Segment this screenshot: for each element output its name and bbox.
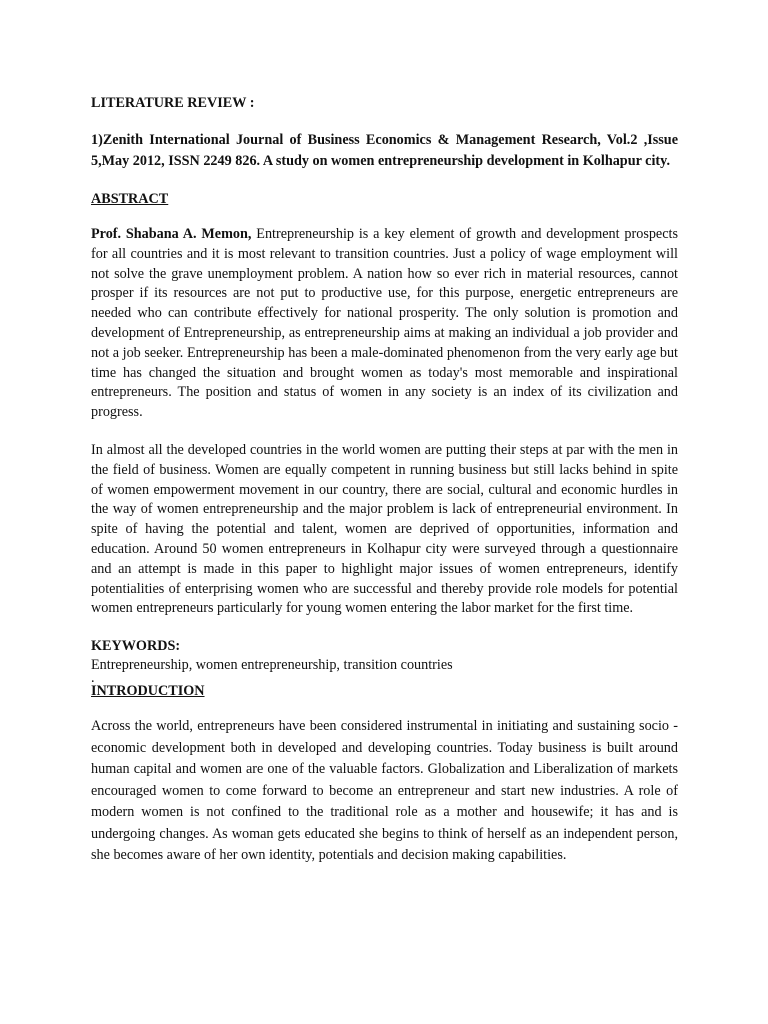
abstract-author: Prof. Shabana A. Memon, xyxy=(91,226,252,242)
abstract-heading: ABSTRACT xyxy=(91,191,169,207)
abstract-paragraph-1 xyxy=(91,225,678,423)
journal-citation: 1)Zenith International Journal of Business Economics & Management Research, Vol.2 ,Issue 5,May 2012, ISSN 2249 826. A study on women entrepreneurship development in Kolhapur city. xyxy=(91,132,678,169)
introduction-paragraph: Across the world, entrepreneurs have been considered instrumental in initiating and sustaining socio - economic development both in developed and developing countries. Today business is built around human capital and women are one of the valuable factors. Globalization and Liberalization of markets encouraged women to come forward to become an entrepreneur and start new industries. A role of modern women is not confined to the traditional role as a mother and housewife; it has and is undergoing changes. As woman gets educated she begins to think of herself as an independent person, she becomes aware of her own identity, potentials and decision making capabilities. xyxy=(91,718,678,864)
abstract-paragraph-1-text: Entrepreneurship is a key element of growth and development prospects for all countries and it is most relevant to transition countries. Just a policy of wage employment will not solve the grave unemployment problem. A nation how so ever rich in material resources, cannot prosper if its resources are not put to productive use, for this purpose, energetic entrepreneurs are needed who can contribute effectively for national prosperity. The only solution is promotion and development of Entrepreneurship, as entrepreneurship aims at making an individual a job provider and not a job seeker. Entrepreneurship has been a male-dominated phenomenon from the very early age but time has changed the situation and brought women as today's most memorable and inspirational entrepreneurs. The position and status of women in any society is an index of its civilization and progress. xyxy=(91,226,678,421)
keywords-heading: KEYWORDS: xyxy=(91,638,181,655)
document-body xyxy=(91,93,678,867)
literature-review-title: LITERATURE REVIEW : xyxy=(91,95,255,111)
introduction-heading: INTRODUCTION xyxy=(91,683,205,700)
keywords-text: Entrepreneurship, women entrepreneurship, transition countries xyxy=(91,657,453,674)
stray-dot: . xyxy=(91,670,95,687)
abstract-paragraph-2: In almost all the developed countries in the world women are putting their steps at par with the men in the field of business. Women are equally competent in running business but still lacks behind in spite of women empowerment movement in our country, there are social, cultural and economic hurdles in the way of women entrepreneurship and the major problem is lack of entrepreneurial environment. In spite of having the potential and talent, women are deprived of opportunities, information and education. Around 50 women entrepreneurs in Kolhapur city were surveyed through a questionnaire and an attempt is made in this paper to highlight major issues of women entrepreneurs, identify potentialities of enterprising women who are successful and thereby provide role models for potential women entrepreneurs particularly for young women entering the labor market for the first time. xyxy=(91,441,678,617)
